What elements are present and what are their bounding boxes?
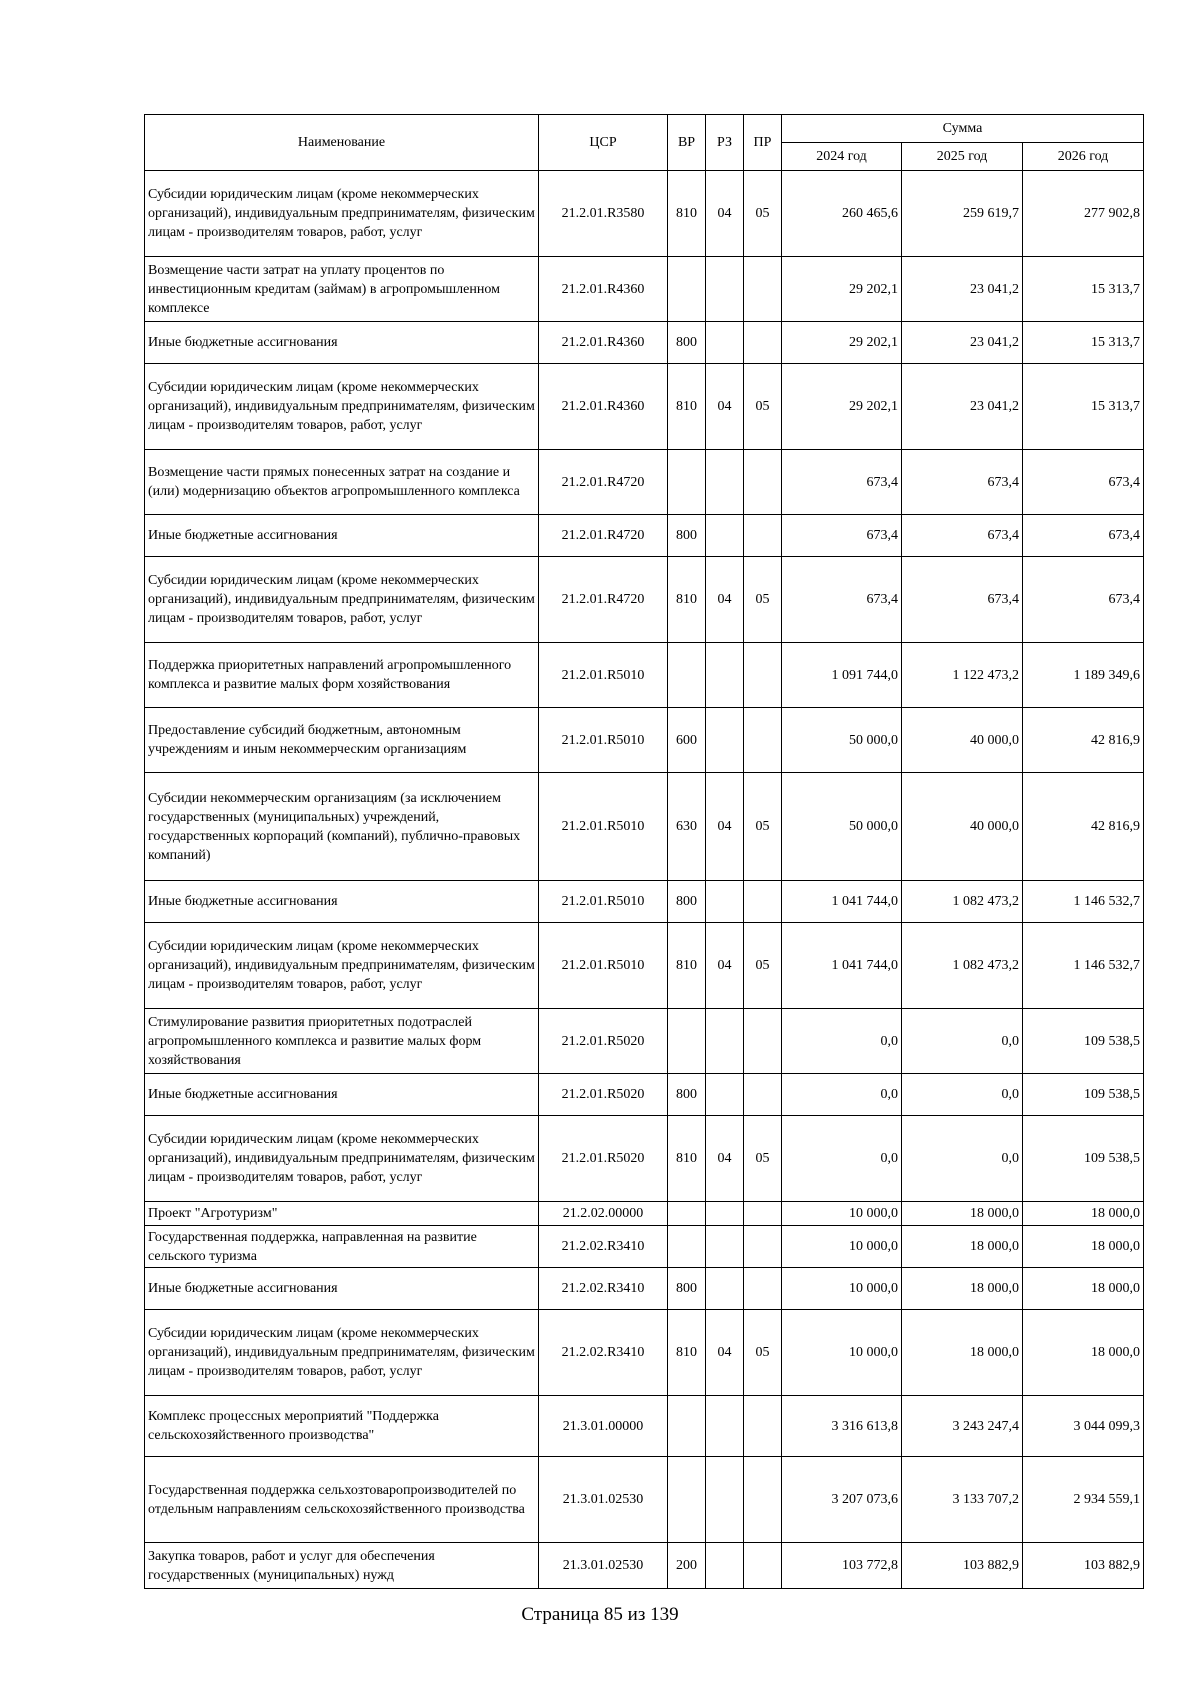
- row-vr: [668, 1396, 706, 1457]
- row-pr: [744, 515, 782, 557]
- row-vr: 800: [668, 881, 706, 923]
- row-sum-2026: 42 816,9: [1023, 773, 1144, 881]
- header-vr: ВР: [668, 115, 706, 171]
- row-name: Возмещение части прямых понесенных затрат на создание и (или) модернизацию объектов агропромышленного комплекса: [145, 450, 539, 515]
- row-sum-2025: 23 041,2: [902, 257, 1023, 322]
- row-name: Субсидии юридическим лицам (кроме некоммерческих организаций), индивидуальным предпринимателям, физическим лицам - производителям товаров, работ, услуг: [145, 923, 539, 1009]
- table-row: [145, 1074, 1144, 1116]
- row-sum-2026: 3 044 099,3: [1023, 1396, 1144, 1457]
- row-name: Стимулирование развития приоритетных подотраслей агропромышленного комплекса и развитие малых форм хозяйствования: [145, 1009, 539, 1074]
- row-pr: [744, 881, 782, 923]
- row-sum-2025: 3 133 707,2: [902, 1457, 1023, 1543]
- row-csr: 21.2.01.R4720: [539, 557, 668, 643]
- row-pr: [744, 450, 782, 515]
- row-pr: [744, 643, 782, 708]
- row-sum-2026: 15 313,7: [1023, 257, 1144, 322]
- row-vr: 810: [668, 1310, 706, 1396]
- row-sum-2026: 103 882,9: [1023, 1543, 1144, 1589]
- table-row: [145, 773, 1144, 881]
- table-row: [145, 708, 1144, 773]
- row-vr: [668, 643, 706, 708]
- row-name: Субсидии юридическим лицам (кроме некоммерческих организаций), индивидуальным предпринимателям, физическим лицам - производителям товаров, работ, услуг: [145, 1310, 539, 1396]
- row-name: Субсидии некоммерческим организациям (за исключением государственных (муниципальных) учреждений, государственных корпораций (компаний), публично-правовых компаний): [145, 773, 539, 881]
- row-csr: 21.2.02.R3410: [539, 1268, 668, 1310]
- row-sum-2025: 40 000,0: [902, 708, 1023, 773]
- table-row: [145, 257, 1144, 322]
- row-sum-2026: 277 902,8: [1023, 171, 1144, 257]
- row-sum-2024: 29 202,1: [782, 364, 902, 450]
- row-name: Государственная поддержка сельхозтоваропроизводителей по отдельным направлениям сельскохозяйственного производства: [145, 1457, 539, 1543]
- row-vr: 800: [668, 1074, 706, 1116]
- row-sum-2024: 3 207 073,6: [782, 1457, 902, 1543]
- row-vr: 600: [668, 708, 706, 773]
- row-csr: 21.2.01.R4720: [539, 450, 668, 515]
- row-sum-2025: 40 000,0: [902, 773, 1023, 881]
- row-sum-2025: 18 000,0: [902, 1268, 1023, 1310]
- row-vr: [668, 257, 706, 322]
- row-vr: [668, 1009, 706, 1074]
- row-name: Закупка товаров, работ и услуг для обеспечения государственных (муниципальных) нужд: [145, 1543, 539, 1589]
- row-pr: [744, 1543, 782, 1589]
- row-name: Иные бюджетные ассигнования: [145, 1268, 539, 1310]
- row-csr: 21.2.01.R4360: [539, 322, 668, 364]
- row-vr: 810: [668, 557, 706, 643]
- row-vr: 810: [668, 171, 706, 257]
- row-pr: [744, 1226, 782, 1268]
- row-name: Субсидии юридическим лицам (кроме некоммерческих организаций), индивидуальным предпринимателям, физическим лицам - производителям товаров, работ, услуг: [145, 1116, 539, 1202]
- row-csr: 21.2.01.R5010: [539, 643, 668, 708]
- row-rz: 04: [706, 171, 744, 257]
- row-rz: [706, 1074, 744, 1116]
- row-pr: 05: [744, 1116, 782, 1202]
- row-sum-2024: 29 202,1: [782, 257, 902, 322]
- row-rz: [706, 257, 744, 322]
- row-pr: [744, 1202, 782, 1226]
- row-rz: [706, 1009, 744, 1074]
- row-rz: [706, 322, 744, 364]
- table-header: [145, 115, 1144, 171]
- row-sum-2024: 1 041 744,0: [782, 881, 902, 923]
- row-sum-2025: 18 000,0: [902, 1310, 1023, 1396]
- row-sum-2025: 1 082 473,2: [902, 881, 1023, 923]
- row-vr: 810: [668, 923, 706, 1009]
- row-sum-2024: 29 202,1: [782, 322, 902, 364]
- row-sum-2024: 0,0: [782, 1116, 902, 1202]
- row-csr: 21.2.02.00000: [539, 1202, 668, 1226]
- row-sum-2025: 673,4: [902, 450, 1023, 515]
- row-sum-2025: 103 882,9: [902, 1543, 1023, 1589]
- row-sum-2026: 18 000,0: [1023, 1202, 1144, 1226]
- row-vr: 800: [668, 322, 706, 364]
- row-sum-2026: 2 934 559,1: [1023, 1457, 1144, 1543]
- row-pr: 05: [744, 923, 782, 1009]
- row-sum-2024: 10 000,0: [782, 1268, 902, 1310]
- row-sum-2026: 1 146 532,7: [1023, 881, 1144, 923]
- table-row: [145, 322, 1144, 364]
- row-vr: 810: [668, 1116, 706, 1202]
- row-vr: [668, 1202, 706, 1226]
- row-rz: 04: [706, 1310, 744, 1396]
- table-row: [145, 1009, 1144, 1074]
- row-name: Иные бюджетные ассигнования: [145, 322, 539, 364]
- row-pr: [744, 1074, 782, 1116]
- row-sum-2025: 0,0: [902, 1074, 1023, 1116]
- row-csr: 21.2.01.R5010: [539, 773, 668, 881]
- row-sum-2026: 673,4: [1023, 450, 1144, 515]
- row-sum-2025: 23 041,2: [902, 322, 1023, 364]
- row-sum-2026: 1 189 349,6: [1023, 643, 1144, 708]
- row-sum-2024: 673,4: [782, 515, 902, 557]
- row-sum-2024: 260 465,6: [782, 171, 902, 257]
- row-sum-2024: 1 091 744,0: [782, 643, 902, 708]
- row-vr: 800: [668, 1268, 706, 1310]
- row-sum-2024: 0,0: [782, 1074, 902, 1116]
- row-sum-2025: 673,4: [902, 515, 1023, 557]
- row-pr: 05: [744, 171, 782, 257]
- row-sum-2026: 109 538,5: [1023, 1009, 1144, 1074]
- row-vr: 630: [668, 773, 706, 881]
- row-name: Проект "Агротуризм": [145, 1202, 539, 1226]
- row-rz: [706, 1226, 744, 1268]
- table-row: [145, 923, 1144, 1009]
- row-name: Субсидии юридическим лицам (кроме некоммерческих организаций), индивидуальным предпринимателям, физическим лицам - производителям товаров, работ, услуг: [145, 557, 539, 643]
- row-sum-2025: 673,4: [902, 557, 1023, 643]
- row-sum-2026: 673,4: [1023, 557, 1144, 643]
- row-sum-2024: 50 000,0: [782, 773, 902, 881]
- table-row: [145, 171, 1144, 257]
- row-name: Предоставление субсидий бюджетным, автономным учреждениям и иным некоммерческим организациям: [145, 708, 539, 773]
- row-pr: 05: [744, 1310, 782, 1396]
- row-vr: [668, 1226, 706, 1268]
- table-row: [145, 1457, 1144, 1543]
- row-pr: [744, 708, 782, 773]
- row-csr: 21.2.01.R5020: [539, 1009, 668, 1074]
- table-row: [145, 1396, 1144, 1457]
- row-rz: 04: [706, 1116, 744, 1202]
- row-sum-2026: 18 000,0: [1023, 1310, 1144, 1396]
- row-sum-2026: 18 000,0: [1023, 1268, 1144, 1310]
- row-sum-2026: 1 146 532,7: [1023, 923, 1144, 1009]
- row-rz: [706, 1268, 744, 1310]
- budget-table: [144, 114, 1144, 1589]
- row-sum-2025: 18 000,0: [902, 1202, 1023, 1226]
- row-vr: 800: [668, 515, 706, 557]
- row-pr: 05: [744, 773, 782, 881]
- row-rz: [706, 643, 744, 708]
- row-csr: 21.2.01.R5010: [539, 881, 668, 923]
- row-rz: [706, 450, 744, 515]
- row-sum-2025: 0,0: [902, 1116, 1023, 1202]
- row-name: Субсидии юридическим лицам (кроме некоммерческих организаций), индивидуальным предпринимателям, физическим лицам - производителям товаров, работ, услуг: [145, 364, 539, 450]
- row-vr: 810: [668, 364, 706, 450]
- row-sum-2024: 673,4: [782, 557, 902, 643]
- row-pr: [744, 322, 782, 364]
- row-sum-2024: 10 000,0: [782, 1202, 902, 1226]
- header-year-2024: 2024 год: [782, 143, 902, 171]
- row-sum-2026: 42 816,9: [1023, 708, 1144, 773]
- row-rz: [706, 708, 744, 773]
- row-sum-2026: 109 538,5: [1023, 1074, 1144, 1116]
- row-rz: 04: [706, 557, 744, 643]
- row-sum-2024: 103 772,8: [782, 1543, 902, 1589]
- row-name: Поддержка приоритетных направлений агропромышленного комплекса и развитие малых форм хозяйствования: [145, 643, 539, 708]
- row-pr: [744, 1268, 782, 1310]
- row-pr: 05: [744, 364, 782, 450]
- row-csr: 21.3.01.02530: [539, 1457, 668, 1543]
- table-row: [145, 1116, 1144, 1202]
- row-csr: 21.3.01.00000: [539, 1396, 668, 1457]
- row-sum-2025: 1 122 473,2: [902, 643, 1023, 708]
- table-row: [145, 557, 1144, 643]
- row-name: Возмещение части затрат на уплату процентов по инвестиционным кредитам (займам) в агропромышленном комплексе: [145, 257, 539, 322]
- row-name: Государственная поддержка, направленная на развитие сельского туризма: [145, 1226, 539, 1268]
- row-sum-2025: 23 041,2: [902, 364, 1023, 450]
- row-csr: 21.2.02.R3410: [539, 1310, 668, 1396]
- row-sum-2025: 1 082 473,2: [902, 923, 1023, 1009]
- row-vr: [668, 450, 706, 515]
- row-sum-2025: 0,0: [902, 1009, 1023, 1074]
- table-body: [145, 171, 1144, 1589]
- row-sum-2024: 0,0: [782, 1009, 902, 1074]
- row-rz: [706, 881, 744, 923]
- row-vr: [668, 1457, 706, 1543]
- row-sum-2024: 50 000,0: [782, 708, 902, 773]
- row-rz: [706, 1457, 744, 1543]
- table-row: [145, 450, 1144, 515]
- page-number: Страница 85 из 139: [521, 1604, 679, 1625]
- table-row: [145, 1202, 1144, 1226]
- row-csr: 21.2.01.R4360: [539, 257, 668, 322]
- row-rz: [706, 1396, 744, 1457]
- row-pr: [744, 1009, 782, 1074]
- row-rz: 04: [706, 923, 744, 1009]
- row-csr: 21.2.02.R3410: [539, 1226, 668, 1268]
- row-rz: [706, 1202, 744, 1226]
- row-sum-2024: 1 041 744,0: [782, 923, 902, 1009]
- row-sum-2025: 18 000,0: [902, 1226, 1023, 1268]
- row-rz: 04: [706, 364, 744, 450]
- table-row: [145, 1268, 1144, 1310]
- row-name: Субсидии юридическим лицам (кроме некоммерческих организаций), индивидуальным предпринимателям, физическим лицам - производителям товаров, работ, услуг: [145, 171, 539, 257]
- table-row: [145, 1543, 1144, 1589]
- header-rz: РЗ: [706, 115, 744, 171]
- row-pr: [744, 1457, 782, 1543]
- row-sum-2024: 673,4: [782, 450, 902, 515]
- row-name: Иные бюджетные ассигнования: [145, 881, 539, 923]
- row-csr: 21.2.01.R5010: [539, 708, 668, 773]
- row-name: Иные бюджетные ассигнования: [145, 515, 539, 557]
- row-name: Иные бюджетные ассигнования: [145, 1074, 539, 1116]
- row-csr: 21.2.01.R4720: [539, 515, 668, 557]
- row-csr: 21.2.01.R5020: [539, 1116, 668, 1202]
- row-rz: [706, 1543, 744, 1589]
- row-sum-2026: 109 538,5: [1023, 1116, 1144, 1202]
- header-year-2025: 2025 год: [902, 143, 1023, 171]
- row-pr: [744, 257, 782, 322]
- row-csr: 21.2.01.R3580: [539, 171, 668, 257]
- table-row: [145, 881, 1144, 923]
- header-pr: ПР: [744, 115, 782, 171]
- row-sum-2025: 259 619,7: [902, 171, 1023, 257]
- row-sum-2024: 3 316 613,8: [782, 1396, 902, 1457]
- row-pr: 05: [744, 557, 782, 643]
- table-row: [145, 364, 1144, 450]
- row-sum-2026: 18 000,0: [1023, 1226, 1144, 1268]
- table-row: [145, 643, 1144, 708]
- row-csr: 21.2.01.R5010: [539, 923, 668, 1009]
- table-row: [145, 1310, 1144, 1396]
- row-csr: 21.3.01.02530: [539, 1543, 668, 1589]
- row-sum-2025: 3 243 247,4: [902, 1396, 1023, 1457]
- row-sum-2026: 673,4: [1023, 515, 1144, 557]
- row-pr: [744, 1396, 782, 1457]
- row-csr: 21.2.01.R4360: [539, 364, 668, 450]
- row-rz: 04: [706, 773, 744, 881]
- row-sum-2024: 10 000,0: [782, 1310, 902, 1396]
- header-csr: ЦСР: [539, 115, 668, 171]
- row-vr: 200: [668, 1543, 706, 1589]
- header-year-2026: 2026 год: [1023, 143, 1144, 171]
- row-name: Комплекс процессных мероприятий "Поддержка сельскохозяйственного производства": [145, 1396, 539, 1457]
- row-sum-2026: 15 313,7: [1023, 364, 1144, 450]
- header-sum: Сумма: [782, 115, 1144, 143]
- table-row: [145, 1226, 1144, 1268]
- row-sum-2024: 10 000,0: [782, 1226, 902, 1268]
- table-row: [145, 515, 1144, 557]
- row-rz: [706, 515, 744, 557]
- row-csr: 21.2.01.R5020: [539, 1074, 668, 1116]
- row-sum-2026: 15 313,7: [1023, 322, 1144, 364]
- header-name: Наименование: [145, 115, 539, 171]
